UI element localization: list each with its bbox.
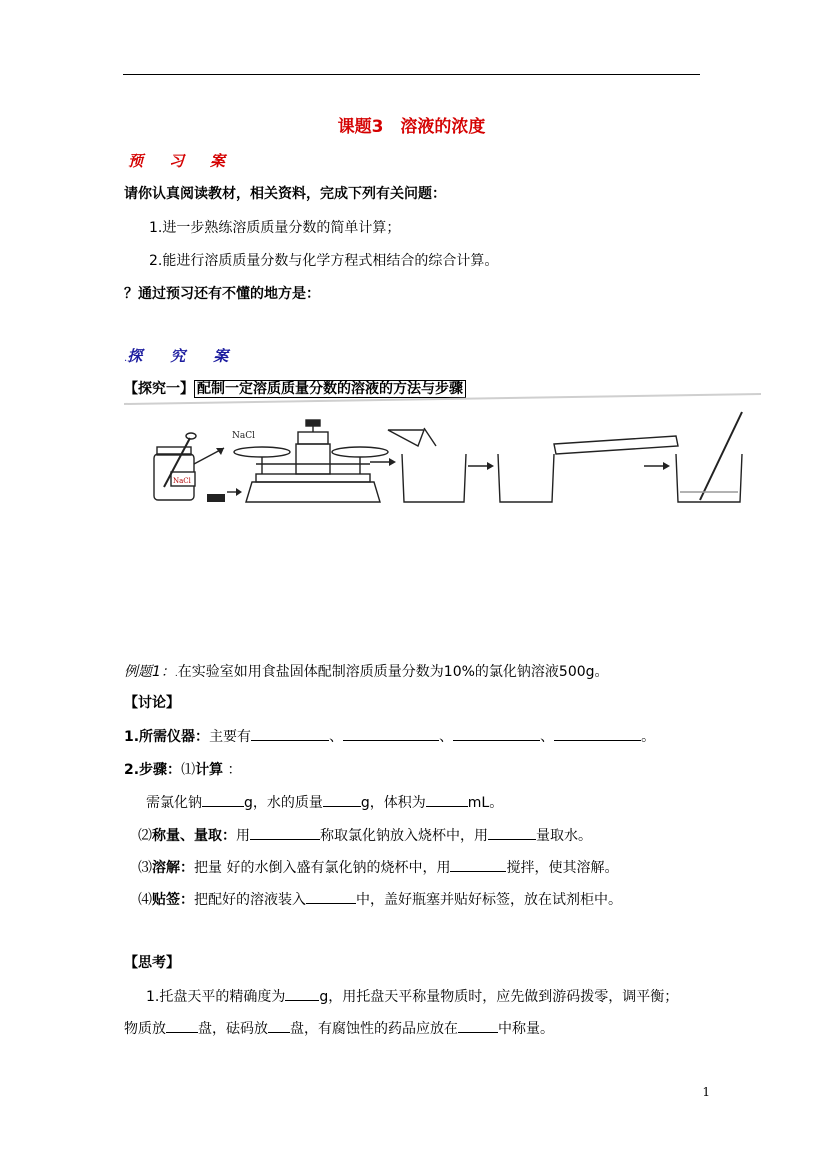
- balance: [234, 420, 388, 502]
- q1-end: 。: [641, 729, 656, 745]
- inquiry-1-label: 【探究一】: [124, 381, 194, 397]
- step4-num: ⑷: [138, 892, 152, 908]
- blank-weighing-tool[interactable]: [250, 825, 320, 840]
- blank-object-pan[interactable]: [166, 1018, 198, 1033]
- blank-instrument-3[interactable]: [453, 726, 540, 741]
- blank-water-mass[interactable]: [323, 792, 361, 807]
- page-number: 1: [702, 1085, 710, 1099]
- weight-block: [207, 494, 225, 502]
- header-rule: [123, 74, 700, 75]
- example-text: 在实验室如用食盐固体配制溶质质量分数为10%的氯化钠溶液500g。: [177, 664, 609, 680]
- calc-a: 需氯化钠: [146, 795, 202, 811]
- step2-a: 用: [236, 828, 250, 844]
- calc-b: g，水的质量: [244, 795, 323, 811]
- preview-item-1: 1.进一步熟练溶质质量分数的简单计算；: [149, 220, 401, 236]
- preview-heading: 预习案: [128, 152, 252, 170]
- think-2d: 中称量。: [498, 1021, 554, 1037]
- thinking-line-1: [146, 986, 678, 1006]
- q1-sep-2: 、: [439, 729, 454, 745]
- step1-num: ⑴: [181, 762, 196, 778]
- calc-line: [146, 792, 503, 812]
- explore-heading: 探究案: [127, 347, 257, 365]
- step3-b: 搅拌，使其溶解。: [506, 860, 619, 876]
- calc-d: mL。: [467, 795, 504, 811]
- arrow-5: [644, 462, 670, 470]
- think-1b: g，用托盘天平称量物质时，应先做到游码拨零，调平衡；: [319, 989, 679, 1005]
- step1-colon: ：: [227, 762, 242, 778]
- illus-top-edge: [124, 394, 761, 404]
- preview-intro: 请你认真阅读教材，相关资料，完成下列有关问题：: [124, 186, 446, 202]
- example-label: 例题1：: [124, 664, 175, 680]
- blank-corrosive-container[interactable]: [458, 1018, 498, 1033]
- q1-sep-3: 、: [540, 729, 555, 745]
- step3-line: [138, 857, 618, 877]
- inquiry-1-title: 配制一定溶质质量分数的溶液的方法与步骤: [194, 380, 466, 398]
- preview-question: ？通过预习还有不懂的地方是：: [124, 286, 320, 302]
- arrow-3: [370, 458, 396, 466]
- discussion-heading: 【讨论】: [124, 695, 180, 711]
- q2-steps: [124, 759, 242, 779]
- arrow-1: [194, 448, 224, 464]
- step4-title: 贴签：: [152, 892, 194, 908]
- step3-title: 溶解：: [152, 860, 194, 876]
- step2-c: 量取水。: [536, 828, 592, 844]
- thinking-line-2: [124, 1018, 554, 1038]
- think-2c: 盘，有腐蚀性的药品应放在: [290, 1021, 458, 1037]
- step1-title: 计算: [195, 762, 224, 778]
- blank-instrument-2[interactable]: [343, 726, 439, 741]
- q1-sep-1: 、: [329, 729, 344, 745]
- arrow-2: [227, 488, 242, 496]
- blank-instrument-1[interactable]: [251, 726, 329, 741]
- blank-measuring-tool[interactable]: [488, 825, 536, 840]
- calc-c: g，体积为: [360, 795, 426, 811]
- arrow-4: [468, 462, 494, 470]
- beaker-stir: [676, 412, 742, 502]
- example-1: [124, 661, 609, 681]
- blank-container[interactable]: [306, 889, 356, 904]
- q1-label: 1.所需仪器：: [124, 729, 210, 745]
- step4-line: [138, 889, 622, 909]
- nacl-jar: [154, 433, 196, 500]
- step4-a: 把配好的溶液装入: [194, 892, 306, 908]
- beaker-water: [498, 436, 678, 502]
- q1-text: 主要有: [209, 729, 252, 745]
- preview-item-2: 2.能进行溶质质量分数与化学方程式相结合的综合计算。: [149, 253, 499, 269]
- blank-water-volume[interactable]: [426, 792, 468, 807]
- blank-precision[interactable]: [285, 986, 319, 1001]
- jar-label: NaCl: [173, 477, 191, 485]
- step2-num: ⑵: [138, 828, 152, 844]
- step4-b: 中，盖好瓶塞并贴好标签，放在试剂柜中。: [356, 892, 622, 908]
- blank-stirring-tool[interactable]: [450, 857, 506, 872]
- blank-instrument-4[interactable]: [554, 726, 641, 741]
- think-1a: 1.托盘天平的精确度为: [146, 989, 286, 1005]
- explore-heading-row: [124, 345, 256, 366]
- blank-weight-pan[interactable]: [268, 1018, 290, 1033]
- example-prefix: .: [174, 669, 178, 679]
- think-2b: 盘，砝码放: [198, 1021, 268, 1037]
- step2-title: 称量、量取：: [152, 828, 236, 844]
- q2-label: 2.步骤：: [124, 762, 182, 778]
- step3-a: 把量 好的水倒入盛有氯化钠的烧杯中，用: [194, 860, 451, 876]
- thinking-heading: 【思考】: [124, 955, 180, 971]
- solution-preparation-illustration: [124, 392, 761, 512]
- page-title: 课题3 溶液的浓度: [337, 117, 486, 137]
- think-2a: 物质放: [124, 1021, 166, 1037]
- blank-nacl-mass[interactable]: [202, 792, 244, 807]
- explore-heading-prefix: .: [124, 353, 128, 364]
- step3-num: ⑶: [138, 860, 152, 876]
- step2-line: [138, 825, 592, 845]
- nacl-label: NaCl: [232, 431, 256, 441]
- beaker-salt: [388, 428, 466, 502]
- step2-b: 称取氯化钠放入烧杯中，用: [320, 828, 488, 844]
- q1-instruments: [124, 726, 655, 746]
